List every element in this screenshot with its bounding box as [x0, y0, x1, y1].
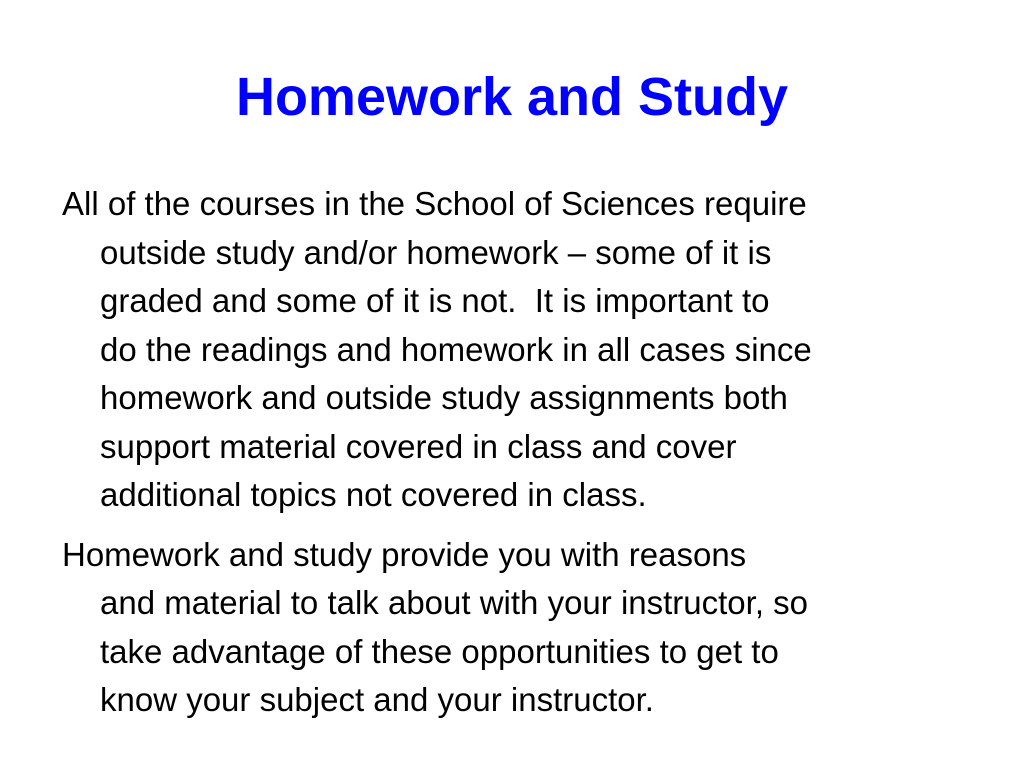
text-line: and material to talk about with your instructor, so	[100, 584, 809, 621]
paragraph-instructor	[62, 531, 972, 725]
text-line: take advantage of these opportunities to get to	[100, 632, 779, 670]
text-line: do the readings and homework in all cases since	[100, 330, 812, 368]
slide-body	[62, 180, 972, 736]
paragraph-courses	[62, 180, 972, 520]
text-line: support material covered in class and cover	[100, 427, 737, 465]
text-line: Homework and study provide you with reasons	[62, 535, 747, 573]
text-line: graded and some of it is not. It is important to	[100, 282, 770, 319]
text-line: know your subject and your instructor.	[100, 681, 654, 718]
slide-title: Homework and Study	[235, 67, 789, 127]
text-line: homework and outside study assignments both	[100, 379, 788, 416]
text-line: additional topics not covered in class.	[100, 476, 647, 513]
text-line: All of the courses in the School of Sciences require	[62, 185, 807, 222]
text-line: outside study and/or homework – some of it is	[100, 233, 772, 271]
